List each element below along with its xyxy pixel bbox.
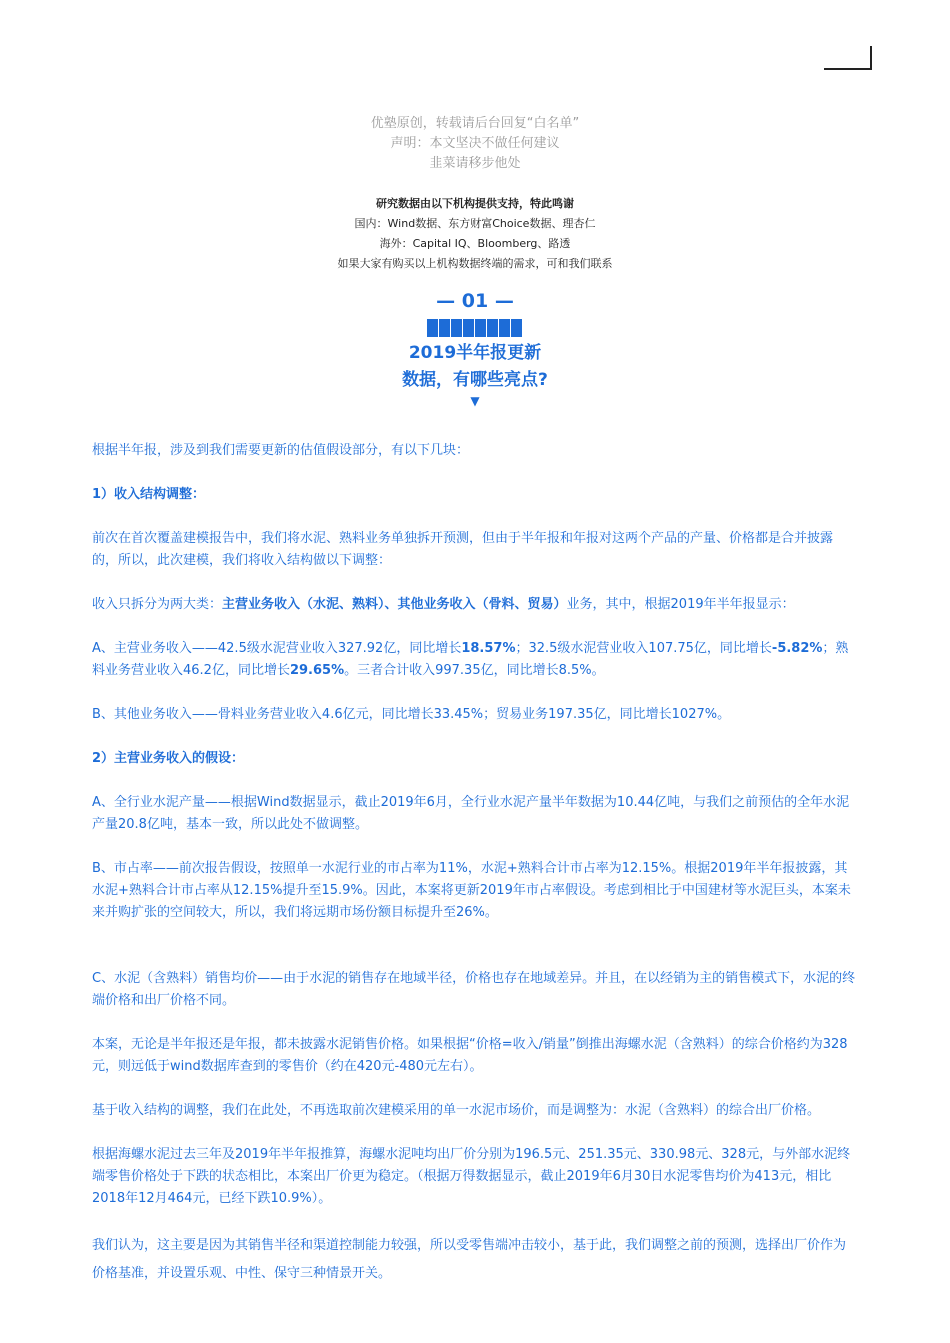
- pa-value-3: 29.65%: [289, 663, 345, 678]
- section-number: — 01 —: [436, 290, 514, 312]
- intro-paragraph: 根据半年报，涉及到我们需要更新的估值假设部分，有以下几块：: [92, 443, 470, 458]
- paragraph-3: A、全行业水泥产量——根据Wind数据显示，截止2019年6月，全行业水泥产量半年数据为10.44亿吨，与我们之前预估的全年水泥产量20.8亿吨，基本一致，所以此处不做调整。: [92, 795, 850, 832]
- pa-value-2: -5.82%: [771, 641, 823, 656]
- p2-text-c: 业务，其中，根据2019年半年报显示：: [566, 597, 795, 612]
- section-bar: [427, 319, 523, 337]
- section-heading: [0, 288, 950, 408]
- warning-line: 韭菜请移步他处: [429, 156, 521, 171]
- section-title-line-1: 2019半年报更新: [408, 343, 542, 363]
- page-header: [0, 114, 950, 274]
- p2-text-bold: 主营业务收入（水泥、熟料）、其他业务收入（骨料、贸易）: [222, 597, 567, 612]
- pa-text-3: ；熟料业务营业收入46.2亿，同比增长: [92, 641, 849, 678]
- paragraph-5: C、水泥（含熟料）销售均价——由于水泥的销售存在地域半径，价格也存在地域差异。并且，在以经销为主的销售模式下，水泥的终端价格和出厂价格不同。: [92, 971, 856, 1008]
- paragraph-1: 前次在首次覆盖建模报告中，我们将水泥、熟料业务单独拆开预测，但由于半年报和年报对这两个产品的产量、价格都是合并披露的，所以，此次建模，我们将收入结构做以下调整：: [92, 531, 834, 568]
- corner-crop-mark: [824, 46, 872, 70]
- sources-contact: 如果大家有购买以上机构数据终端的需求，可和我们联系: [337, 257, 613, 270]
- copyright-notice: 优塾原创，转载请后台回复“白名单”: [370, 116, 580, 131]
- sources-domestic: 国内：Wind数据、东方财富Choice数据、理杏仁: [354, 217, 596, 230]
- sources-title: 研究数据由以下机构提供支持，特此鸣谢: [376, 197, 574, 210]
- paragraph-a: [92, 638, 858, 682]
- disclaimer: 声明：本文坚决不做任何建议: [390, 136, 560, 151]
- paragraph-7: 基于收入结构的调整，我们在此处，不再选取前次建模采用的单一水泥市场价，而是调整为：水泥（含熟料）的综合出厂价格。: [92, 1103, 821, 1118]
- section-title-line-2: 数据，有哪些亮点?: [402, 370, 548, 390]
- paragraph-2: [92, 594, 858, 616]
- pa-value-1: 18.57%: [461, 641, 516, 656]
- pa-text-1: A、主营业务收入——42.5级水泥营业收入327.92亿，同比增长: [92, 641, 462, 656]
- paragraph-8: 根据海螺水泥过去三年及2019年半年报推算，海螺水泥吨均出厂价分别为196.5元、251.35元、330.98元、328元，与外部水泥终端零售价格处于下跌的状态相比，本案出厂价更为稳定。（根据万得数据显示，截止2019年6月30日水泥零售均价为413元，相比2018年12月464元，已经下跌10.9%）。: [92, 1147, 851, 1206]
- pa-text-4: 。三者合计收入997.35亿，同比增长8.5%。: [344, 663, 605, 678]
- paragraph-b: B、其他业务收入——骨料业务营业收入4.6亿元，同比增长33.45%；贸易业务197.35亿，同比增长1027%。: [92, 707, 731, 722]
- p2-text-a: 收入只拆分为两大类：: [92, 597, 223, 612]
- subheading-1: 1）收入结构调整：: [92, 487, 206, 502]
- article-body: [92, 440, 858, 1288]
- data-sources: [0, 194, 950, 274]
- subheading-2: 2）主营业务收入的假设：: [92, 751, 245, 766]
- paragraph-4: B、市占率——前次报告假设，按照单一水泥行业的市占率为11%，水泥+熟料合计市占率为12.15%。根据2019年半年报披露，其水泥+熟料合计市占率从12.15%提升至15.9%。因此，本案将更新2019年市占率假设。考虑到相比于中国建材等水泥巨头，本案未来并购扩张的空间较大，所以，我们将远期市场份额目标提升至26%。: [92, 861, 851, 920]
- paragraph-9: 我们认为，这主要是因为其销售半径和渠道控制能力较强，所以受零售端冲击较小，基于此，我们调整之前的预测，选择出厂价作为价格基准，并设置乐观、中性、保守三种情景开关。: [92, 1238, 847, 1281]
- down-arrow-icon: ▼: [470, 394, 480, 408]
- paragraph-6: 本案，无论是半年报还是年报，都未披露水泥销售价格。如果根据“价格=收入/销量”倒推出海螺水泥（含熟料）的综合价格约为328元，则远低于wind数据库查到的零售价（约在420元-480元左右）。: [92, 1037, 848, 1074]
- sources-overseas: 海外：Capital IQ、Bloomberg、路透: [379, 237, 571, 250]
- pa-text-2: ；32.5级水泥营业收入107.75亿，同比增长: [515, 641, 772, 656]
